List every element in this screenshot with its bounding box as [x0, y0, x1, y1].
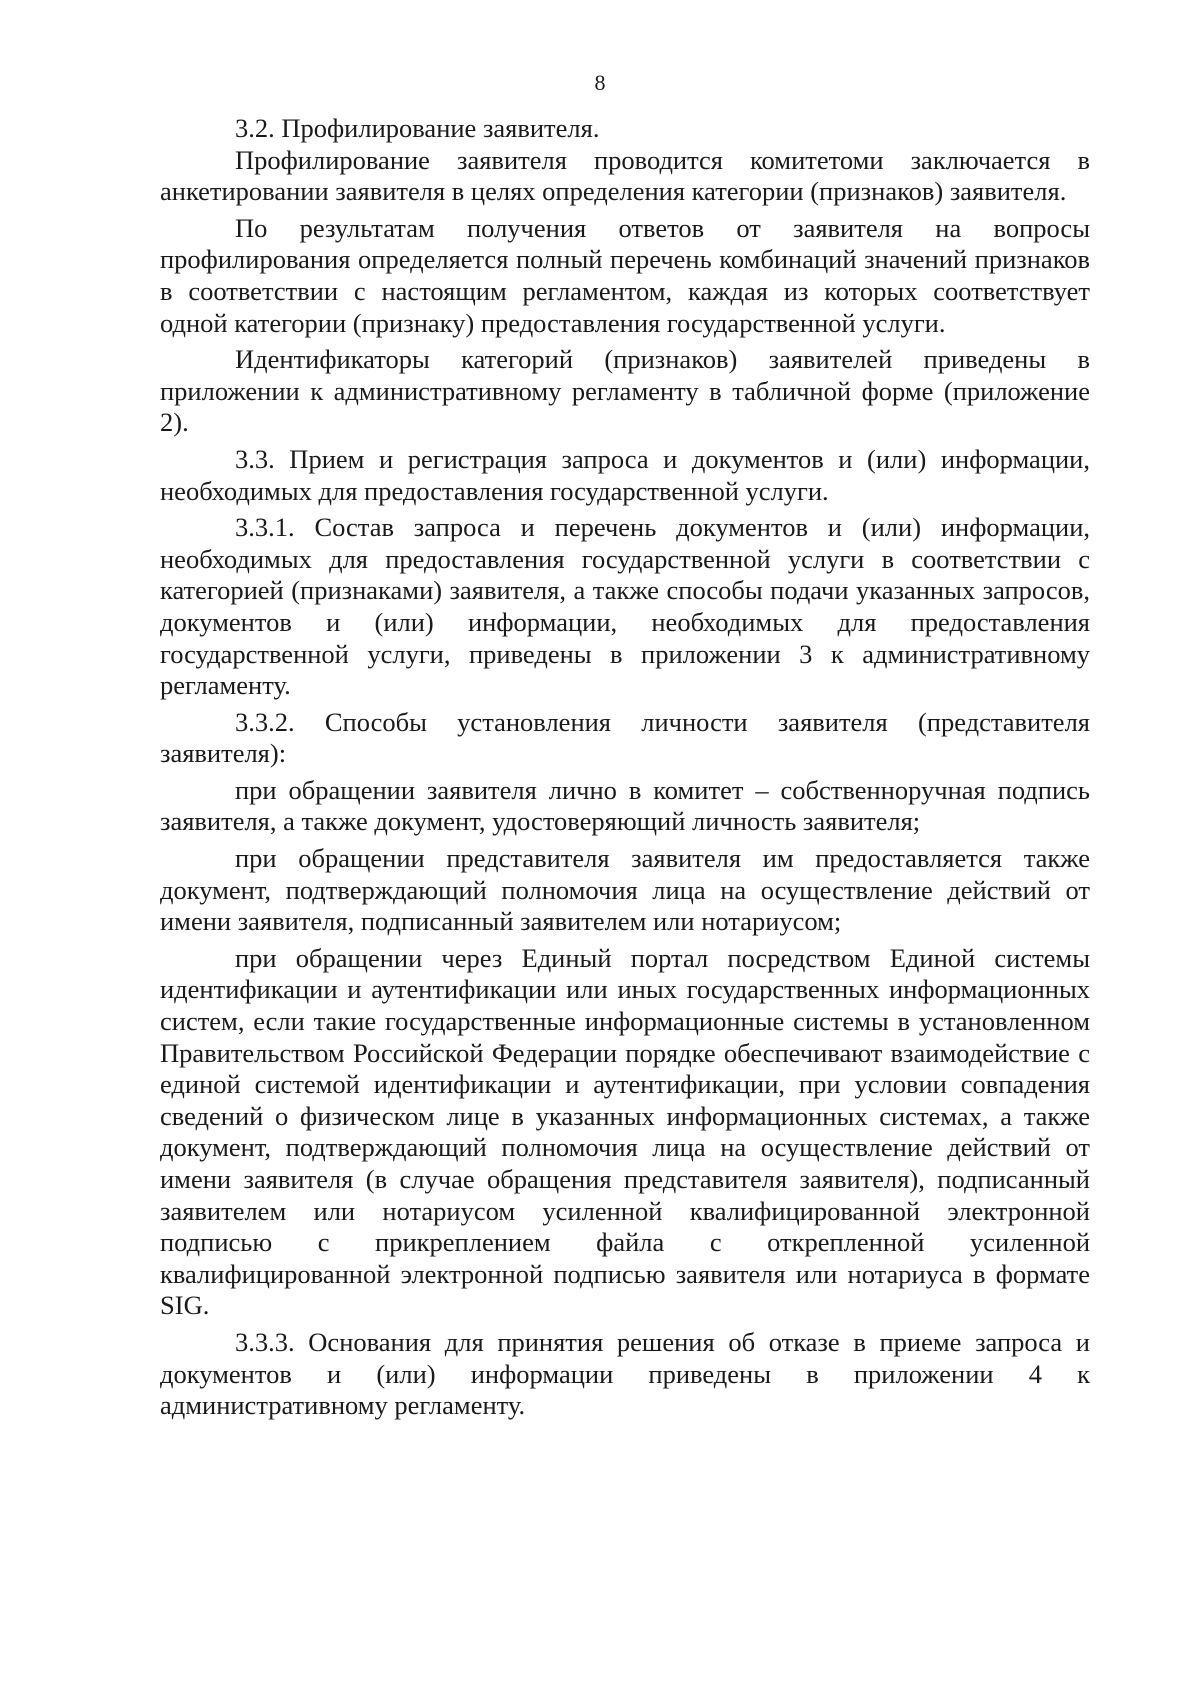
paragraph: Идентификаторы категорий (признаков) заявителей приведены в приложении к административному регламенту в табличной форме (приложение 2).	[160, 344, 1090, 438]
page-number: 8	[594, 70, 606, 95]
paragraph-3-3-3: 3.3.3. Основания для принятия решения об отказе в приеме запроса и документов и (или) информации приведены в приложении 4 к административному регламенту.	[160, 1326, 1090, 1421]
section-heading-3-3: 3.3. Прием и регистрация запроса и документов и (или) информации, необходимых для предоставления государственной услуги.	[160, 443, 1090, 506]
paragraph-3-3-1: 3.3.1. Состав запроса и перечень документов и (или) информации, необходимых для предоставления государственной услуги в соответствии с категорией (признаками) заявителя, а также способы подачи указанных запросов, документов и (или) информации, необходимых для предоставления государственной услуги, приведены в приложении 3 к административному регламенту.	[160, 512, 1090, 701]
paragraph: Профилирование заявителя проводится комитетоми заключается в анкетировании заявителя в целях определения категории (признаков) заявителя.	[160, 144, 1090, 207]
paragraph: По результатам получения ответов от заявителя на вопросы профилирования определяется полный перечень комбинаций значений признаков в соответствии с настоящим регламентом, каждая из которых соответствует одной категории (признаку) предоставления государственной услуги.	[160, 212, 1090, 338]
paragraph: при обращении представителя заявителя им предоставляется также документ, подтверждающий полномочия лица на осуществление действий от имени заявителя, подписанный заявителем или нотариусом;	[160, 843, 1090, 937]
paragraph-3-3-2: 3.3.2. Способы установления личности заявителя (представителя заявителя):	[160, 706, 1090, 769]
paragraph: при обращении через Единый портал посредством Единой системы идентификации и аутентификации или иных государственных информационных систем, если такие государственные информационные системы в установленном Правительством Российской Федерации порядке обеспечивают взаимодействие с единой системой идентификации и аутентификации, при условии совпадения сведений о физическом лице в указанных информационных системах, а также документ, подтверждающий полномочия лица на осуществление действий от имени заявителя (в случае обращения представителя заявителя), подписанный заявителем или нотариусом усиленной квалифицированной электронной подписью с прикреплением файла с открепленной усиленной квалифицированной электронной подписью заявителя или нотариуса в формате SIG.	[160, 942, 1090, 1321]
document-body	[160, 113, 1090, 1422]
section-heading-3-2: 3.2. Профилирование заявителя.	[235, 113, 600, 143]
paragraph: при обращении заявителя лично в комитет – собственноручная подпись заявителя, а также документ, удостоверяющий личность заявителя;	[160, 774, 1090, 837]
